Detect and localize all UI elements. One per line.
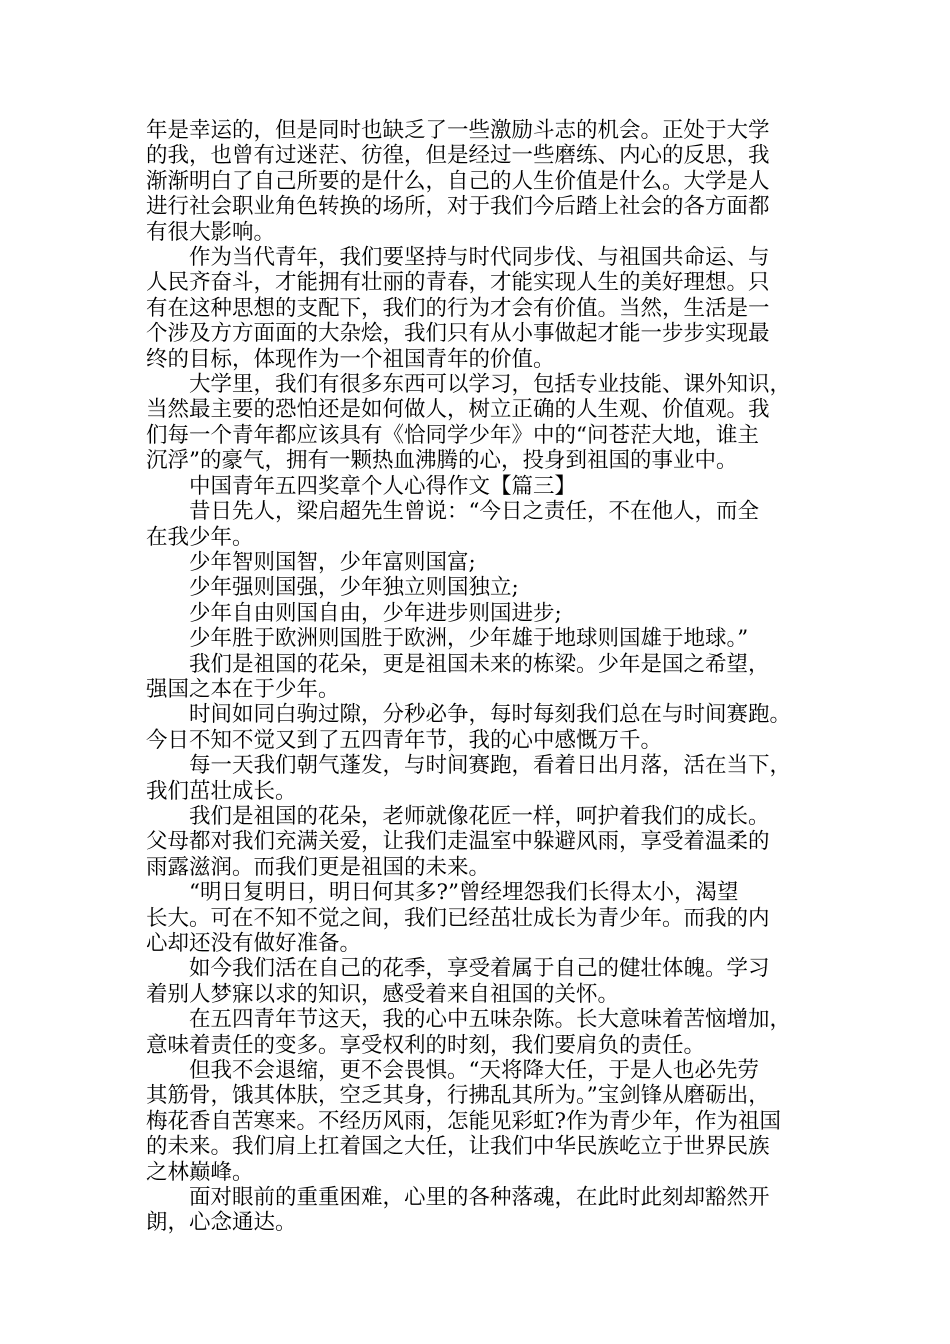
paragraph	[146, 804, 811, 880]
text-line: 心却还没有做好准备。	[146, 931, 362, 956]
text-line: 个涉及方方面面的大杂烩，我们只有从小事做起才能一步步实现最	[146, 321, 770, 347]
text-line: 少年胜于欧洲则国胜于欧洲，少年雄于地球则国雄于地球。”	[146, 626, 749, 652]
text-line: 在五四青年节这天，我的心中五味杂陈。长大意味着苦恼增加，	[146, 1007, 792, 1033]
text-line: 作为当代青年，我们要坚持与时代同步伐、与祖国共命运、与	[146, 245, 770, 271]
paragraph	[146, 1007, 811, 1058]
paragraph	[146, 626, 811, 651]
paragraph	[146, 956, 811, 1007]
text-line: 有很大影响。	[146, 219, 276, 245]
text-line: 雨露滋润。而我们更是祖国的未来。	[146, 854, 491, 880]
paragraph	[146, 1185, 811, 1236]
text-line: 进行社会职业角色转换的场所，对于我们今后踏上社会的各方面都	[146, 194, 770, 220]
paragraph	[146, 702, 811, 753]
paragraph	[146, 880, 811, 956]
text-line: 渐渐明白了自己所要的是什么，自己的人生价值是什么。大学是人	[146, 168, 770, 194]
text-line: 我们茁壮成长。	[146, 778, 297, 804]
text-line: 其筋骨，饿其体肤，空乏其身，行拂乱其所为。”宝剑锋从磨砺出，	[146, 1083, 770, 1109]
text-line: 当然最主要的恐怕还是如何做人，树立正确的人生观、价值观。我	[146, 397, 770, 423]
paragraph	[146, 245, 811, 372]
text-line: 年是幸运的，但是同时也缺乏了一些激励斗志的机会。正处于大学	[146, 118, 770, 143]
text-line: 意味着责任的变多。享受权利的时刻，我们要肩负的责任。	[146, 1032, 706, 1058]
text-line: 少年智则国智，少年富则国富;	[146, 549, 476, 575]
paragraph	[146, 575, 811, 600]
text-line: 终的目标，体现作为一个祖国青年的价值。	[146, 346, 555, 372]
text-line: 今日不知不觉又到了五四青年节，我的心中感慨万千。	[146, 727, 663, 753]
text-line: 大学里，我们有很多东西可以学习，包括专业技能、课外知识，	[146, 372, 792, 398]
text-line: 每一天我们朝气蓬发，与时间赛跑，看着日出月落，活在当下，	[146, 753, 792, 779]
text-line: 有在这种思想的支配下，我们的行为才会有价值。当然，生活是一	[146, 295, 770, 321]
text-line: 中国青年五四奖章个人心得作文【篇三】	[146, 473, 577, 499]
text-line: 如今我们活在自己的花季，享受着属于自己的健壮体魄。学习	[146, 956, 770, 982]
text-line: 强国之本在于少年。	[146, 676, 340, 702]
text-line: 昔日先人，梁启超先生曾说：“今日之责任，不在他人，而全	[146, 499, 759, 525]
text-line: 面对眼前的重重困难，心里的各种落魂，在此时此刻却豁然开	[146, 1185, 770, 1211]
text-line: 朗，心念通达。	[146, 1210, 297, 1236]
document-page	[146, 118, 811, 1236]
text-line: 着别人梦寐以求的知识，感受着来自祖国的关怀。	[146, 981, 620, 1007]
paragraph	[146, 372, 811, 474]
text-line: “明日复明日，明日何其多?”曾经埋怨我们长得太小，渴望	[146, 880, 739, 906]
text-line: 少年强则国强，少年独立则国独立;	[146, 575, 519, 601]
text-line: 的我，也曾有过迷茫、彷徨，但是经过一些磨练、内心的反思，我	[146, 143, 770, 169]
paragraph	[146, 474, 811, 499]
paragraph	[146, 753, 811, 804]
text-line: 我们是祖国的花朵，老师就像花匠一样，呵护着我们的成长。	[146, 803, 770, 829]
paragraph	[146, 499, 811, 550]
text-line: 在我少年。	[146, 524, 254, 550]
text-line: 我们是祖国的花朵，更是祖国未来的栋梁。少年是国之希望，	[146, 651, 770, 677]
text-line: 沉浮”的豪气，拥有一颗热血沸腾的心，投身到祖国的事业中。	[146, 448, 738, 474]
text-line: 少年自由则国自由，少年进步则国进步;	[146, 600, 562, 626]
paragraph	[146, 652, 811, 703]
text-line: 但我不会退缩，更不会畏惧。“天将降大任，于是人也必先劳	[146, 1058, 759, 1084]
text-line: 人民齐奋斗，才能拥有壮丽的青春，才能实现人生的美好理想。只	[146, 270, 770, 296]
paragraph	[146, 550, 811, 575]
text-line: 之林巅峰。	[146, 1159, 254, 1185]
paragraph	[146, 1058, 811, 1185]
text-line: 时间如同白驹过隙，分秒必争，每时每刻我们总在与时间赛跑。	[146, 702, 792, 728]
text-line: 长大。可在不知不觉之间，我们已经茁壮成长为青少年。而我的内	[146, 905, 770, 931]
paragraph	[146, 118, 811, 245]
text-line: 父母都对我们充满关爱，让我们走温室中躲避风雨，享受着温柔的	[146, 829, 770, 855]
paragraph	[146, 601, 811, 626]
text-line: 梅花香自苦寒来。不经历风雨，怎能见彩虹?作为青少年，作为祖国	[146, 1108, 782, 1134]
text-line: 的未来。我们肩上扛着国之大任，让我们中华民族屹立于世界民族	[146, 1134, 770, 1160]
text-line: 们每一个青年都应该具有《恰同学少年》中的“问苍茫大地，谁主	[146, 422, 759, 448]
